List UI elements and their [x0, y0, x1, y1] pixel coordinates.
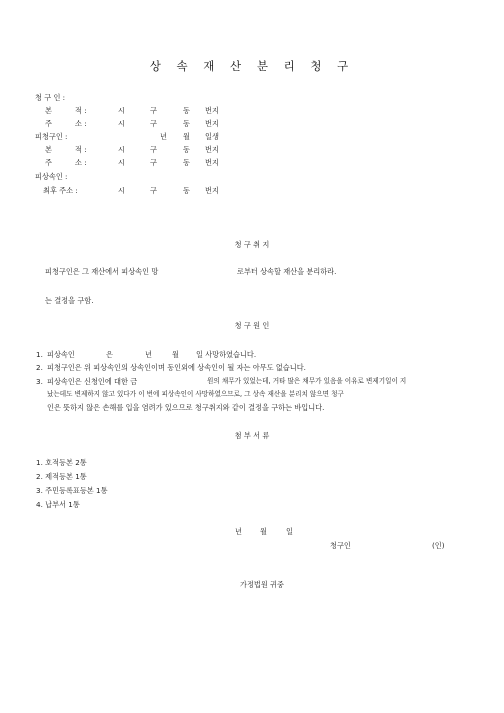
cause-heading: 청 구 원 인 [234, 321, 270, 330]
purpose-line1-b: 로부터 상속할 재산을 분리하라. [237, 267, 337, 276]
claimant-label: 청 구 인 : [35, 93, 66, 102]
court-addressee: 가정법원 귀중 [240, 580, 284, 589]
attachment-item: 3. 주민등록표등본 1통 [36, 486, 108, 495]
claimant-signature-label: 청구인 [330, 541, 351, 550]
attachment-item: 4. 납부서 1통 [36, 500, 80, 509]
purpose-line1-a: 피청구인은 그 재산에서 피상속인 망 [45, 267, 159, 276]
attachment-item: 2. 제적등본 1통 [36, 472, 87, 481]
document-title: 상 속 재 산 분 리 청 구 [149, 59, 355, 73]
purpose-heading: 청 구 취 지 [234, 240, 270, 249]
attachments-heading: 첨 부 서 류 [234, 431, 270, 440]
deceased-label: 피상속인 : [35, 172, 68, 181]
seal-mark: (인) [432, 541, 445, 550]
attachment-item: 1. 호적등본 2통 [36, 458, 87, 467]
respondent-label: 피청구인 : [35, 132, 68, 141]
purpose-line2: 는 결정을 구함. [45, 296, 94, 305]
